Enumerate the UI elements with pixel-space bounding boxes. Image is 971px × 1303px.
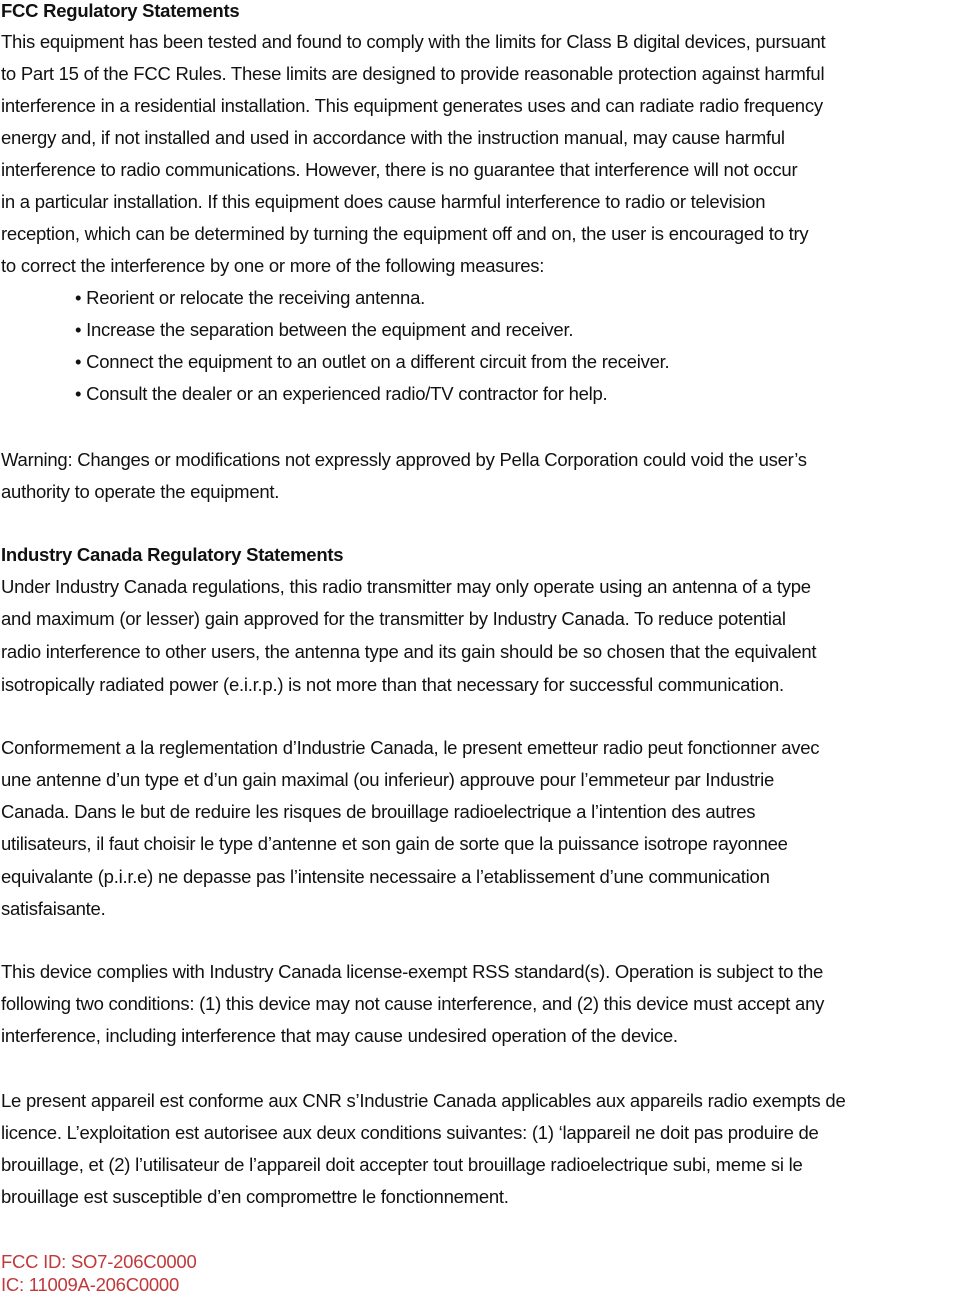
fcc-paragraph-line: reception, which can be determined by turning the equipment off and on, the user is encouraged to try [1, 223, 809, 244]
ic-heading: Industry Canada Regulatory Statements [1, 544, 344, 565]
fcc-paragraph-line: interference in a residential installation. This equipment generates uses and can radiate radio frequency [1, 95, 823, 116]
ic-french-line: une antenne d’un type et d’un gain maximal (ou inferieur) approuve pour l’emmeteur par Industrie [1, 769, 774, 790]
fcc-measure-item: • Connect the equipment to an outlet on a different circuit from the receiver. [75, 351, 670, 372]
fcc-paragraph-line: This equipment has been tested and found to comply with the limits for Class B digital devices, pursuant [1, 31, 826, 52]
fcc-paragraph-line: to Part 15 of the FCC Rules. These limits are designed to provide reasonable protection against harmful [1, 63, 825, 84]
rss-french-line: Le present appareil est conforme aux CNR s’Industrie Canada applicables aux appareils radio exempts de [1, 1090, 846, 1111]
ic-french-line: utilisateurs, il faut choisir le type d’antenne et son gain de sorte que la puissance isotrope rayonnee [1, 833, 788, 854]
warning-line: authority to operate the equipment. [1, 481, 280, 502]
ic-french-line: Canada. Dans le but de reduire les risques de brouillage radioelectrique a l’intention des autres [1, 801, 756, 822]
warning-line: Warning: Changes or modifications not expressly approved by Pella Corporation could void the user’s [1, 449, 807, 470]
fcc-paragraph-line: interference to radio communications. However, there is no guarantee that interference will not occur [1, 159, 798, 180]
ic-french-line: Conformement a la reglementation d’Industrie Canada, le present emetteur radio peut fonctionner avec [1, 737, 820, 758]
ic-id-label: IC: 11009A-206C0000 [1, 1274, 179, 1295]
rss-english-line: following two conditions: (1) this device may not cause interference, and (2) this device must accept any [1, 993, 825, 1014]
fcc-heading: FCC Regulatory Statements [1, 0, 240, 21]
rss-french-line: brouillage, et (2) l’utilisateur de l’appareil doit accepter tout brouillage radioelectrique subi, meme si le [1, 1154, 803, 1175]
rss-french-line: licence. L’exploitation est autorisee aux deux conditions suivantes: (1) ‘lappareil ne doit pas produire de [1, 1122, 819, 1143]
ic-english-line: Under Industry Canada regulations, this radio transmitter may only operate using an antenna of a type [1, 576, 811, 597]
rss-english-line: interference, including interference that may cause undesired operation of the device. [1, 1025, 678, 1046]
fcc-measure-item: • Reorient or relocate the receiving antenna. [75, 287, 426, 308]
rss-french-line: brouillage est susceptible d’en compromettre le fonctionnement. [1, 1186, 509, 1207]
ic-french-line: equivalante (p.i.r.e) ne depasse pas l’intensite necessaire a l’etablissement d’une communication [1, 866, 770, 887]
fcc-paragraph-line: to correct the interference by one or more of the following measures: [1, 255, 545, 276]
fcc-measure-item: • Increase the separation between the equipment and receiver. [75, 319, 574, 340]
ic-english-line: radio interference to other users, the antenna type and its gain should be so chosen that the equivalent [1, 641, 817, 662]
fcc-measure-item: • Consult the dealer or an experienced radio/TV contractor for help. [75, 383, 608, 404]
ic-french-line: satisfaisante. [1, 898, 106, 919]
ic-english-line: and maximum (or lesser) gain approved for the transmitter by Industry Canada. To reduce potential [1, 608, 786, 629]
fcc-paragraph-line: energy and, if not installed and used in accordance with the instruction manual, may cause harmful [1, 127, 785, 148]
fcc-id-label: FCC ID: SO7-206C0000 [1, 1251, 197, 1272]
rss-english-line: This device complies with Industry Canada license-exempt RSS standard(s). Operation is subject to the [1, 961, 824, 982]
ic-english-line: isotropically radiated power (e.i.r.p.) is not more than that necessary for successful communication. [1, 674, 784, 695]
fcc-paragraph-line: in a particular installation. If this equipment does cause harmful interference to radio or television [1, 191, 766, 212]
